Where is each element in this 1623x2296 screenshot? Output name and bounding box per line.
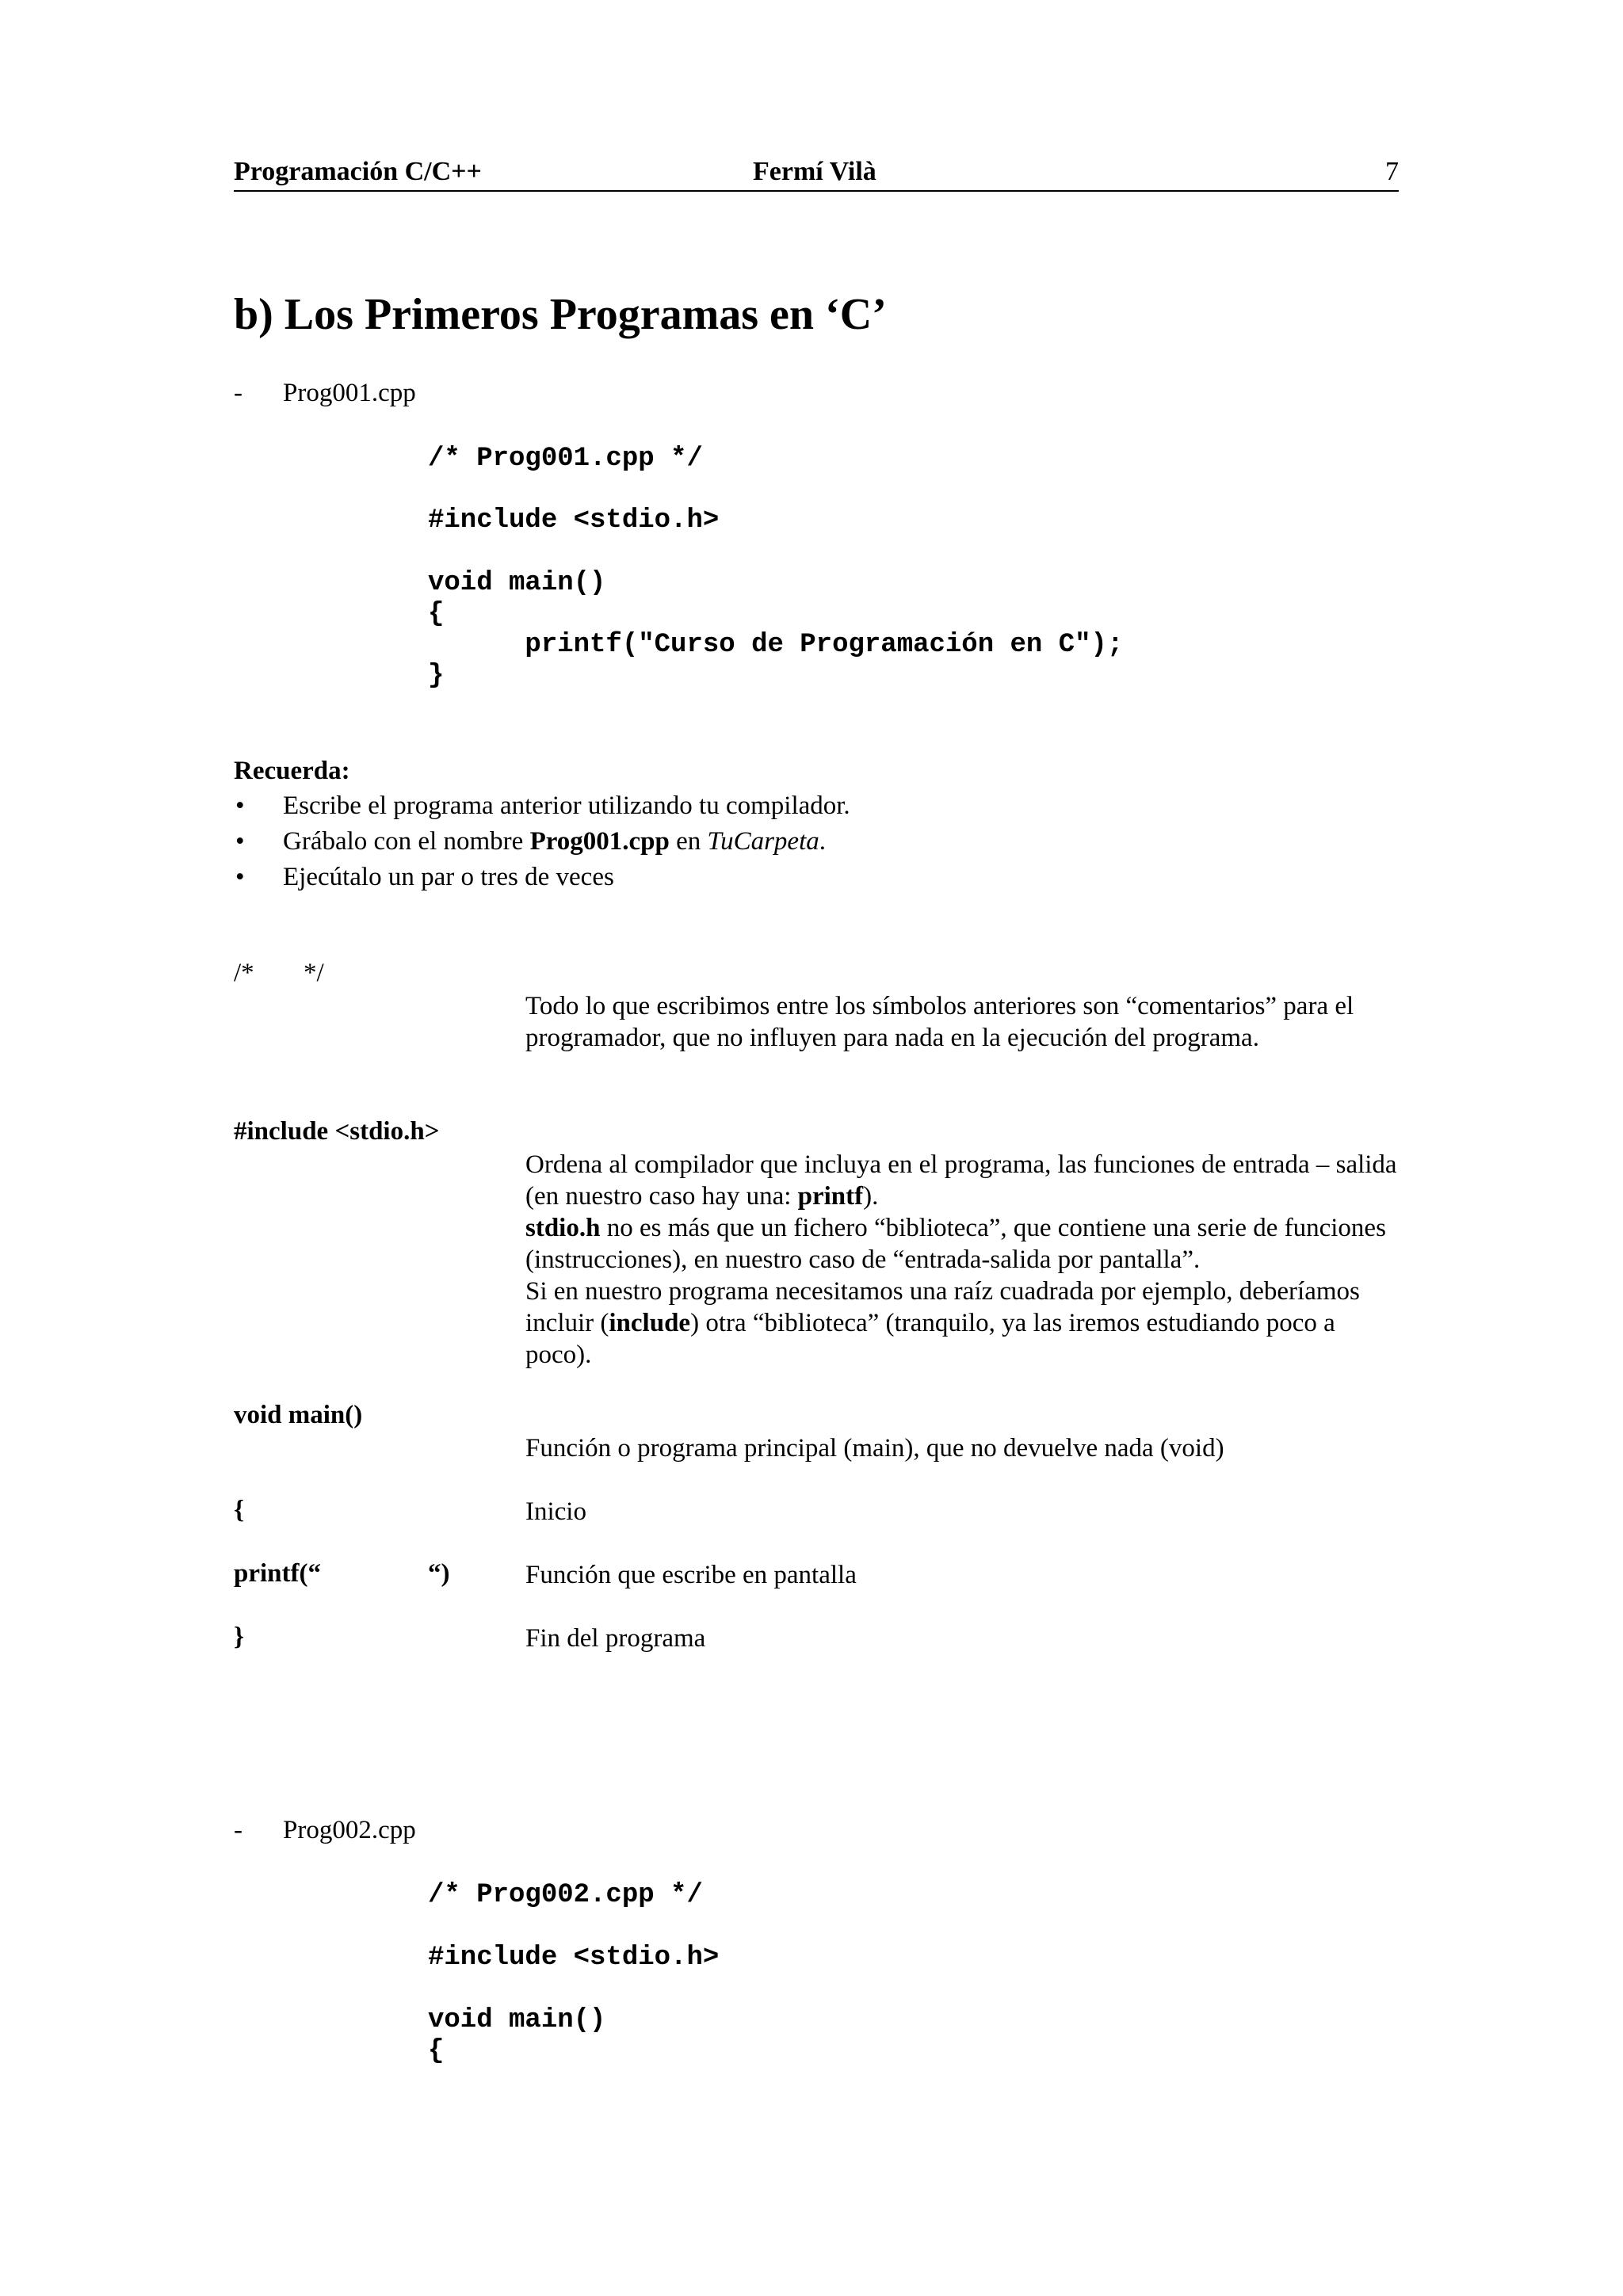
section-title: b) Los Primeros Programas en ‘C’ [234, 290, 887, 339]
recuerda-list [234, 788, 850, 895]
include-description [525, 1149, 1405, 1371]
header-page-number: 7 [1385, 157, 1399, 186]
include-paragraph-3: Si en nuestro programa necesitamos una raíz cuadrada por ejemplo, deberíamos incluir (include) otra “biblioteca” (tranquilo, ya las iremos estudiando poco a poco). [525, 1277, 1360, 1369]
close-brace-description: Fin del programa [525, 1624, 706, 1653]
comment-close-symbol: */ [304, 959, 324, 987]
printf-label: printf(“ [234, 1559, 321, 1588]
program1-code-include: #include <stdio.h> [428, 505, 720, 536]
printf-description: Función que escribe en pantalla [525, 1561, 857, 1589]
comment-description: Todo lo que escribimos entre los símbolos anteriores son “comentarios” para el programador, que no influyen para nada en la ejecución del programa. [525, 992, 1354, 1052]
program2-code-body: void main() { [428, 2005, 606, 2066]
program2-item [234, 1816, 416, 1845]
program2-code-comment: /* Prog002.cpp */ [428, 1880, 703, 1910]
main-label: void main() [234, 1401, 363, 1429]
program1-code-comment: /* Prog001.cpp */ [428, 444, 703, 474]
program2-filename: Prog002.cpp [283, 1816, 416, 1844]
list-dash: - [234, 1816, 242, 1844]
list-item: • Ejecútalo un par o tres de veces [234, 860, 850, 895]
header-author: Fermí Vilà [753, 157, 876, 186]
program1-filename: Prog001.cpp [283, 379, 416, 407]
main-description: Función o programa principal (main), que no devuelve nada (void) [525, 1434, 1224, 1463]
comment-open-symbol: /* [234, 959, 254, 987]
list-item: • Escribe el programa anterior utilizando tu compilador. [234, 788, 850, 824]
include-paragraph-2: stdio.h no es más que un fichero “biblioteca”, que contiene una serie de funciones (instrucciones), en nuestro caso de “entrada-salida por pantalla”. [525, 1214, 1386, 1274]
page-header [234, 155, 1399, 192]
open-brace-label: { [234, 1496, 245, 1524]
include-paragraph-1: Ordena al compilador que incluya en el programa, las funciones de entrada – salida (en nuestro caso hay una: printf). [525, 1150, 1397, 1211]
printf-label-end: “) [428, 1559, 450, 1588]
include-label: #include <stdio.h> [234, 1117, 440, 1146]
program1-code-body: void main() { printf("Curso de Programación en C"); } [428, 568, 1124, 691]
list-dash: - [234, 379, 242, 407]
list-item: • Grábalo con el nombre Prog001.cpp en TuCarpeta. [234, 824, 850, 860]
bullet-icon: • [235, 791, 245, 820]
header-book-title: Programación C/C++ [234, 157, 482, 186]
bullet-icon: • [235, 827, 245, 856]
program2-code-include: #include <stdio.h> [428, 1943, 720, 1973]
bullet-icon: • [235, 863, 245, 891]
program1-item [234, 379, 416, 408]
recuerda-heading: Recuerda: [234, 757, 350, 785]
open-brace-description: Inicio [525, 1497, 586, 1526]
close-brace-label: } [234, 1623, 245, 1651]
